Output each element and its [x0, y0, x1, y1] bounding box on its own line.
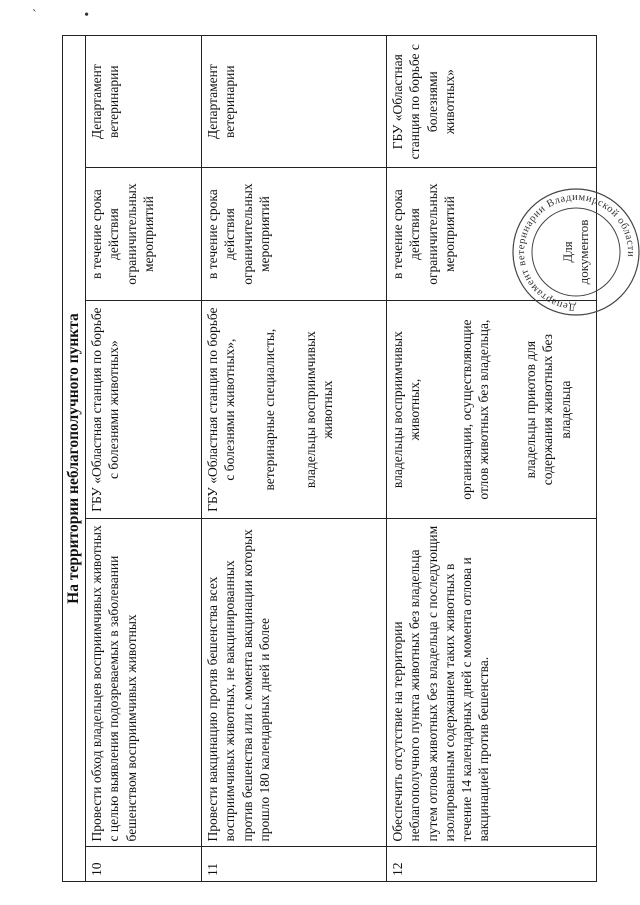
- action-cell: Провести обход владельцев восприимчивых животных с целью выявления подозреваемых в заболевании бешенством восприимчивых животных: [86, 519, 202, 847]
- responsible-line: владельцы восприимчивых животных: [302, 331, 336, 489]
- action-cell: Обеспечить отсутствие на территории неблагополучного пункта животных без владельца путем отлова животных без владельца с последующим изолированным содержанием таких животных в течение 14 календарных дней с момента отлова и вакцинацией против бешенства.: [387, 519, 597, 847]
- responsible-cell: [387, 300, 597, 519]
- department-cell: Департамент ветеринарии: [86, 36, 202, 168]
- stamp-center-line: документов: [576, 219, 592, 285]
- department-cell: ГБУ «Областная станция по борьбе с болезнями животных»: [387, 36, 597, 168]
- section-title: На территории неблагополучного пункта: [63, 36, 86, 882]
- stamp-center: [560, 186, 593, 318]
- department-stamp: [510, 186, 640, 318]
- responsible-line: владельцы восприимчивых животных,: [390, 331, 423, 489]
- row-number: 11: [202, 847, 387, 882]
- stamp-center-line: Для: [560, 241, 575, 263]
- stamp-ring-text: Департамент ветеринарии Владимирской области: [515, 191, 637, 313]
- responsible-line: владельцы приютов для содержания животных без владельца: [523, 334, 573, 486]
- responsible-cell: [86, 300, 202, 519]
- term-cell: в течение срока действия ограничительных мероприятий: [387, 168, 597, 300]
- term-cell: в течение срока действия ограничительных мероприятий: [86, 168, 202, 300]
- table-title-row: [63, 36, 86, 882]
- responsible-line: ГБУ «Областная станция по борьбе с болезнями животных»: [89, 307, 122, 512]
- measures-table: [62, 35, 597, 882]
- table-row: [202, 36, 387, 882]
- responsible-line: ГБУ «Областная станция по борьбе с болезнями животных»,: [205, 307, 238, 512]
- rotated-table-wrapper: [62, 35, 597, 882]
- row-number: 12: [387, 847, 597, 882]
- table-row: [387, 36, 597, 882]
- row-number: 10: [86, 847, 202, 882]
- table-row: [86, 36, 202, 882]
- scan-marks: ` •: [32, 8, 112, 23]
- action-cell: Провести вакцинацию против бешенства всех восприимчивых животных, не вакцинированных против бешенства или с момента вакцинации которых прошло 180 календарных дней и более: [202, 519, 387, 847]
- responsible-cell: [202, 300, 387, 519]
- department-cell: Департамент ветеринарии: [202, 36, 387, 168]
- term-cell: в течение срока действия ограничительных мероприятий: [202, 168, 387, 300]
- responsible-line: ветеринарные специалисты,: [261, 328, 277, 491]
- responsible-line: организации, осуществляющие отлов животных без владельца,: [458, 319, 491, 500]
